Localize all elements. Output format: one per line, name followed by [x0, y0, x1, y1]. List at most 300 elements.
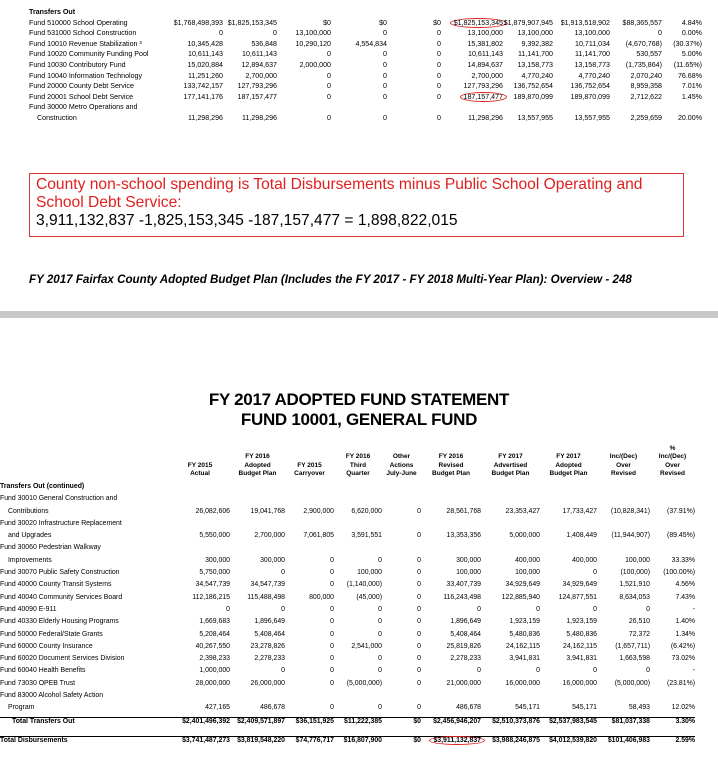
cell-value	[540, 569, 597, 581]
cell-value	[421, 717, 481, 730]
cell-value	[277, 50, 331, 61]
cell-text: 4.56%	[675, 581, 695, 589]
cell-text: 0	[437, 113, 441, 122]
cell-value	[382, 569, 421, 581]
cell-text: 11,141,700	[518, 50, 553, 59]
cell-text: -	[692, 605, 695, 613]
row-label: Fund 10040 Information Technology	[29, 71, 143, 80]
cell-value	[223, 19, 277, 30]
cell-value	[331, 29, 387, 40]
section-heading-row	[0, 480, 695, 495]
callout-text: County non-school spending is Total Disbursements minus Public School Operating and School Debt Service:	[36, 176, 643, 211]
cell-text: 10,345,428	[187, 39, 223, 48]
cell-value	[441, 50, 503, 61]
cell-value	[382, 667, 421, 679]
cell-value	[230, 520, 285, 532]
cell-text: 28,000,000	[195, 679, 230, 687]
total-row	[0, 717, 695, 730]
cell-text: 28,561,768	[446, 507, 481, 515]
cell-value	[277, 40, 331, 51]
cell-value	[597, 520, 650, 532]
cell-value	[230, 704, 285, 717]
cell-text: (6.42%)	[670, 642, 695, 650]
cell-value	[334, 520, 382, 532]
cell-text: 0	[417, 630, 421, 638]
cell-text: 0	[378, 556, 382, 564]
cell-value	[223, 103, 277, 114]
cell-value	[334, 581, 382, 593]
cell-text: 2,070,240	[630, 71, 662, 80]
cell-value	[650, 667, 695, 679]
cell-text: 0	[437, 29, 441, 38]
cell-text: $81,037,338	[611, 717, 650, 725]
cell-value	[223, 40, 277, 51]
cell-text: $3,741,487,273	[182, 736, 230, 744]
cell-value	[230, 532, 285, 544]
cell-text: 0	[378, 667, 382, 675]
cell-value	[597, 594, 650, 606]
cell-value	[170, 704, 230, 717]
cell-text: (45,000)	[356, 593, 382, 601]
cell-value	[540, 606, 597, 618]
cell-text: 0	[646, 605, 650, 613]
cell-value	[223, 61, 277, 72]
cell-text: 0	[417, 704, 421, 712]
cell-text: 0	[383, 92, 387, 101]
spacer-cell	[0, 72, 29, 83]
cell-value	[167, 103, 223, 114]
cell-value	[387, 29, 441, 40]
cell-value	[441, 72, 503, 83]
cell-text: 0	[417, 569, 421, 577]
page-separator	[0, 311, 718, 318]
cell-text: 33,407,739	[446, 581, 481, 589]
cell-text: (30.37%)	[673, 39, 702, 48]
cell-text: 24,162,115	[563, 642, 597, 650]
cell-text: 2,700,000	[245, 71, 277, 80]
cell-text: 11,298,296	[468, 113, 503, 122]
cell-value	[597, 717, 650, 730]
column-header-text: FY 2016 Third Quarter	[345, 453, 371, 477]
cell-value	[650, 569, 695, 581]
cell-text: 124,877,551	[558, 593, 597, 601]
table-row	[0, 19, 702, 30]
table-row	[0, 82, 702, 93]
cell-text: 530,557	[636, 50, 662, 59]
cell-value	[650, 692, 695, 704]
cell-text: 0	[330, 569, 334, 577]
cell-text: 11,298,296	[242, 113, 277, 122]
cell-text: 0	[593, 667, 597, 675]
cell-value	[662, 50, 702, 61]
cell-value	[540, 594, 597, 606]
cell-text: 0	[417, 642, 421, 650]
row-label: Fund 50000 Federal/State Grants	[0, 630, 103, 638]
table-row	[0, 50, 702, 61]
cell-text: 112,186,215	[192, 593, 230, 601]
table-row	[0, 495, 695, 507]
cell-text: $2,510,373,876	[492, 717, 540, 725]
cell-text: 0	[477, 667, 481, 675]
cell-text: $16,807,900	[343, 736, 382, 744]
cell-value	[421, 581, 481, 593]
cell-value	[481, 680, 540, 692]
cell-value	[481, 532, 540, 544]
column-header	[230, 438, 285, 480]
column-header-text: FY 2017 Advertised Budget Plan	[491, 453, 530, 477]
table-row	[0, 508, 695, 520]
table-row	[0, 103, 702, 114]
cell-value	[382, 532, 421, 544]
cell-value	[597, 544, 650, 556]
cell-text: 1.40%	[675, 618, 695, 626]
cell-text: 3,591,551	[351, 532, 382, 540]
spacer-cell	[0, 61, 29, 72]
cell-text: 17,733,427	[562, 507, 597, 515]
table-row	[0, 680, 695, 692]
callout-box	[29, 173, 684, 237]
cell-text: $0	[413, 736, 421, 744]
cell-text: 15,020,884	[187, 60, 223, 69]
cell-text: 11,298,296	[188, 113, 223, 122]
cell-value	[277, 103, 331, 114]
cell-text: 5,480,836	[509, 630, 540, 638]
table-row	[0, 557, 695, 569]
cell-value	[167, 72, 223, 83]
cell-text: 7,061,805	[303, 532, 334, 540]
column-header-text: FY 2015 Carryover	[294, 461, 325, 477]
cell-value	[597, 618, 650, 630]
cell-value	[170, 495, 230, 507]
cell-value	[421, 495, 481, 507]
cell-text: 100,000	[515, 569, 540, 577]
cell-text: 189,870,099	[570, 92, 610, 101]
cell-value	[540, 631, 597, 643]
cell-text: 115,488,498	[247, 593, 285, 601]
cell-value	[481, 655, 540, 667]
cell-text: $0	[323, 18, 331, 27]
callout-formula: 3,911,132,837 -1,825,153,345 -187,157,477 = 1,898,822,015	[36, 212, 458, 229]
row-label: Fund 30070 Public Safety Construction	[0, 569, 120, 577]
cell-value	[441, 82, 503, 93]
cell-text: 2,278,233	[450, 655, 481, 663]
cell-value	[170, 544, 230, 556]
cell-value	[170, 606, 230, 618]
cell-text: 13,158,773	[517, 60, 553, 69]
cell-text: $11,222,385	[344, 717, 382, 725]
cell-value	[170, 631, 230, 643]
row-label: Fund 30000 Metro Operations and	[29, 103, 138, 112]
cell-value	[421, 736, 481, 749]
cell-value	[285, 569, 334, 581]
cell-value	[540, 532, 597, 544]
cell-text: $74,776,717	[295, 736, 334, 744]
cell-value	[331, 114, 387, 125]
cell-value	[331, 82, 387, 93]
cell-value	[223, 114, 277, 125]
cell-value	[662, 40, 702, 51]
cell-text: 13,100,000	[517, 29, 553, 38]
cell-value	[610, 72, 662, 83]
row-label: Fund 60020 Document Services Division	[0, 655, 125, 663]
cell-value	[230, 544, 285, 556]
cell-value	[167, 50, 223, 61]
cell-value	[382, 680, 421, 692]
cell-text: 4,554,834	[355, 39, 387, 48]
cell-value	[167, 40, 223, 51]
cell-value	[382, 655, 421, 667]
cell-text: 0	[383, 60, 387, 69]
cell-value	[441, 93, 503, 104]
cell-value	[441, 103, 503, 114]
cell-text: 2,000,000	[299, 60, 331, 69]
cell-text: 0	[477, 605, 481, 613]
cell-value	[167, 82, 223, 93]
cell-value	[285, 544, 334, 556]
top-fund-table	[0, 8, 702, 125]
row-label: Fund 20001 School Debt Service	[29, 92, 134, 101]
cell-text: 0	[658, 29, 662, 38]
cell-value	[503, 50, 553, 61]
cell-text: 5,000,000	[509, 532, 540, 540]
cell-value	[331, 72, 387, 83]
cell-value	[650, 594, 695, 606]
cell-text: 0	[437, 92, 441, 101]
cell-text: (23.81%)	[667, 679, 695, 687]
cell-value	[170, 569, 230, 581]
cell-value	[230, 655, 285, 667]
bottom-fund-table	[0, 438, 695, 749]
cell-text: $1,879,907,945	[503, 18, 553, 27]
cell-text: 13,100,000	[467, 29, 503, 38]
cell-value	[334, 655, 382, 667]
bottom-fund-table-region	[0, 438, 718, 749]
cell-text: 13,557,955	[517, 113, 553, 122]
cell-text: 11,251,260	[188, 71, 223, 80]
cell-text: 8,634,053	[619, 593, 650, 601]
spacer-cell	[0, 19, 29, 30]
table-row	[0, 667, 695, 679]
cell-text: 1,000,000	[199, 667, 230, 675]
cell-text: 133,742,157	[183, 82, 223, 91]
spacer-cell	[0, 8, 29, 19]
cell-value	[285, 581, 334, 593]
cell-value	[503, 29, 553, 40]
cell-value	[503, 19, 553, 30]
cell-value	[553, 114, 610, 125]
cell-value	[382, 643, 421, 655]
cell-text: 2,278,233	[254, 655, 285, 663]
cell-text: (100,000)	[620, 569, 650, 577]
cell-value	[481, 667, 540, 679]
cell-text: 26,000,000	[250, 679, 285, 687]
cell-value	[230, 569, 285, 581]
cell-value	[597, 606, 650, 618]
cell-text: 0	[330, 642, 334, 650]
cell-value	[223, 50, 277, 61]
cell-text: 58,493	[628, 704, 650, 712]
cell-text: 5,408,464	[254, 630, 285, 638]
cell-text: 0	[536, 667, 540, 675]
row-label: Program	[8, 704, 35, 712]
cell-value	[650, 532, 695, 544]
cell-value	[553, 40, 610, 51]
cell-value	[223, 72, 277, 83]
cell-value	[597, 532, 650, 544]
cell-value	[334, 495, 382, 507]
cell-value	[277, 114, 331, 125]
cell-text: 33.33%	[671, 556, 695, 564]
cell-value	[387, 103, 441, 114]
cell-text: 800,000	[309, 593, 334, 601]
header-row	[0, 438, 695, 480]
cell-value	[597, 495, 650, 507]
cell-text: 122,885,940	[501, 593, 540, 601]
cell-value	[650, 581, 695, 593]
cell-value	[230, 557, 285, 569]
cell-text: 34,547,739	[250, 581, 285, 589]
cell-value	[230, 631, 285, 643]
cell-value	[285, 736, 334, 749]
cell-value	[503, 61, 553, 72]
cell-text: 10,611,143	[242, 50, 277, 59]
cell-text: 0	[330, 605, 334, 613]
cell-value	[223, 82, 277, 93]
cell-value	[223, 29, 277, 40]
cell-value	[277, 93, 331, 104]
cell-value	[331, 19, 387, 30]
cell-value	[650, 495, 695, 507]
cell-text: 0	[417, 556, 421, 564]
cell-text: 0	[378, 655, 382, 663]
cell-text: 0	[330, 704, 334, 712]
cell-text: 0	[417, 532, 421, 540]
cell-text: $1,913,518,902	[560, 18, 610, 27]
cell-text: 116,243,498	[443, 593, 481, 601]
cell-value	[650, 606, 695, 618]
cell-text: 300,000	[456, 556, 481, 564]
table-row	[0, 532, 695, 544]
cell-value	[597, 557, 650, 569]
cell-value	[170, 643, 230, 655]
cell-text: 0	[417, 679, 421, 687]
cell-text: 0	[281, 569, 285, 577]
cell-value	[553, 103, 610, 114]
top-fund-table-region	[0, 8, 718, 125]
cell-value	[387, 72, 441, 83]
cell-value	[170, 532, 230, 544]
table-row	[0, 692, 695, 704]
cell-text: $2,401,496,392	[182, 717, 230, 725]
cell-text: 8,959,358	[630, 82, 662, 91]
cell-text: 0	[417, 581, 421, 589]
cell-text: (5,000,000)	[614, 679, 650, 687]
cell-text: 1,896,649	[450, 618, 481, 626]
cell-value	[387, 82, 441, 93]
cell-value	[223, 93, 277, 104]
cell-text: (10,828,341)	[610, 507, 650, 515]
cell-value	[503, 72, 553, 83]
cell-text: 300,000	[260, 556, 285, 564]
cell-text: 0	[330, 618, 334, 626]
column-header-text: FY 2016 Revised Budget Plan	[432, 453, 470, 477]
cell-value	[597, 655, 650, 667]
cell-value	[170, 736, 230, 749]
cell-value	[553, 82, 610, 93]
table-row	[0, 29, 702, 40]
table-row	[0, 544, 695, 556]
cell-text: 5.00%	[681, 50, 702, 59]
cell-text: 0	[327, 71, 331, 80]
cell-text: 34,547,739	[195, 581, 230, 589]
cell-value	[382, 692, 421, 704]
cell-value	[481, 606, 540, 618]
cell-text: 0	[417, 618, 421, 626]
spacer-cell	[0, 438, 27, 480]
cell-value	[662, 61, 702, 72]
statement-subtitle: FUND 10001, GENERAL FUND	[240, 410, 478, 429]
cell-text: 136,752,654	[570, 82, 610, 91]
cell-text: (11,944,907)	[611, 532, 650, 540]
cell-value	[382, 736, 421, 749]
cell-value	[597, 631, 650, 643]
cell-value	[230, 606, 285, 618]
cell-value	[481, 520, 540, 532]
cell-value	[481, 581, 540, 593]
cell-text: 1.45%	[681, 92, 702, 101]
cell-value	[382, 631, 421, 643]
cell-value	[277, 19, 331, 30]
cell-text: 12,894,637	[241, 60, 277, 69]
cell-value	[331, 93, 387, 104]
spacer-cell	[0, 103, 29, 114]
cell-value	[285, 631, 334, 643]
cell-text: 0	[437, 60, 441, 69]
cell-value	[230, 508, 285, 520]
cell-text: 0	[330, 655, 334, 663]
cell-value	[334, 508, 382, 520]
cell-value	[553, 93, 610, 104]
cell-text: 7.43%	[675, 593, 695, 601]
row-label: Fund 60000 County Insurance	[0, 642, 93, 650]
cell-text: 0	[330, 679, 334, 687]
cell-value	[662, 19, 702, 30]
cell-value	[503, 82, 553, 93]
cell-value	[421, 557, 481, 569]
cell-text: 0	[536, 605, 540, 613]
cell-value	[421, 594, 481, 606]
cell-value	[540, 667, 597, 679]
cell-value	[421, 704, 481, 717]
cell-value	[421, 569, 481, 581]
column-header-text: FY 2016 Adopted Budget Plan	[238, 453, 277, 477]
cell-text: 10,711,034	[575, 39, 610, 48]
cell-value	[503, 40, 553, 51]
cell-text: 0.00%	[681, 29, 702, 38]
cell-value	[421, 532, 481, 544]
cell-value	[662, 29, 702, 40]
cell-value	[610, 29, 662, 40]
cell-value	[481, 544, 540, 556]
cell-value	[650, 544, 695, 556]
cell-text: 34,929,649	[505, 581, 540, 589]
cell-value	[170, 520, 230, 532]
column-header-text: FY 2017 Adopted Budget Plan	[549, 453, 588, 477]
cell-value	[650, 520, 695, 532]
cell-text: $1,768,498,393	[173, 18, 223, 27]
cell-value	[481, 704, 540, 717]
cell-text: 23,353,427	[505, 507, 540, 515]
